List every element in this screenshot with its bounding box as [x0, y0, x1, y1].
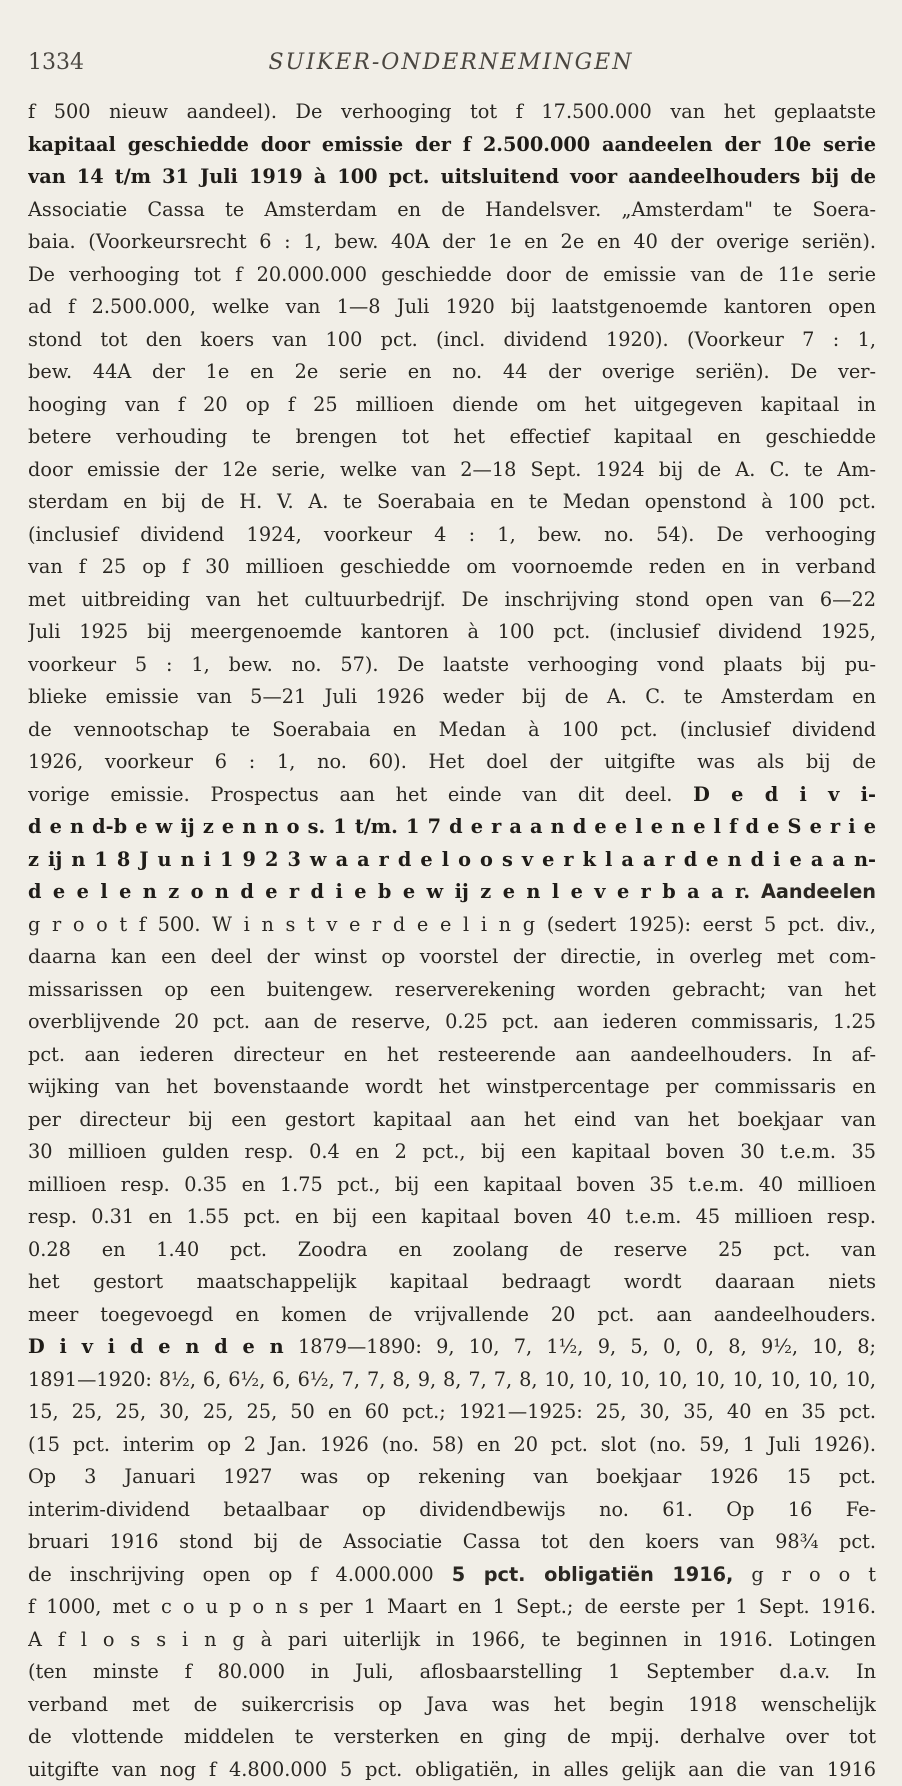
text-line: missarissen op een buitengew. reserverekening worden gebracht; van het: [28, 974, 876, 1007]
text-line: per directeur bij een gestort kapitaal aan het eind van het boekjaar van: [28, 1104, 876, 1137]
text-run: 1879—1890: 9, 10, 7, 1½, 9, 5, 0, 0, 8, 9½, 10, 8;: [298, 1335, 876, 1358]
text-line: z ij n 1 8 J u n i 1 9 2 3 w a a r d e l o o s v e r k l a a r d e n d i e a a n-: [28, 844, 876, 877]
text-line: interim-dividend betaalbaar op dividendbewijs no. 61. Op 16 Fe-: [28, 1494, 876, 1527]
text-line-mixed: [28, 1624, 876, 1657]
text-line: f 500 nieuw aandeel). De verhooging tot f 17.500.000 van het geplaatste: [28, 96, 876, 129]
text-line: blieke emissie van 5—21 Juli 1926 weder bij de A. C. te Amsterdam en: [28, 681, 876, 714]
text-line: 30 millioen gulden resp. 0.4 en 2 pct., bij een kapitaal boven 30 t.e.m. 35: [28, 1136, 876, 1169]
text-line: bew. 44A der 1e en 2e serie en no. 44 der overige seriën). De ver-: [28, 356, 876, 389]
text-line: 15, 25, 25, 30, 25, 25, 50 en 60 pct.; 1921—1925: 25, 30, 35, 40 en 35 pct.: [28, 1396, 876, 1429]
text-line: de vlottende middelen te versterken en ging de mpij. derhalve over tot: [28, 1721, 876, 1754]
section-heading-aandeelen: Aandeelen: [761, 880, 876, 903]
spaced-heading: D e d i v i-: [693, 783, 876, 806]
text-line: De verhooging tot f 20.000.000 geschiedde door de emissie van de 11e serie: [28, 259, 876, 292]
text-line: van 14 t/m 31 Juli 1919 à 100 pct. uitsluitend voor aandeelhouders bij de: [28, 161, 876, 194]
spaced-heading: W i n s t v e r d e e l i n g: [212, 913, 535, 936]
text-line: de vennootschap te Soerabaia en Medan à 100 pct. (inclusief dividend: [28, 714, 876, 747]
text-line: betere verhouding te brengen tot het effectief kapitaal en geschiedde: [28, 421, 876, 454]
text-line-mixed: [28, 1331, 876, 1364]
text-run: de inschrijving open op f 4.000.000: [28, 1563, 434, 1586]
text-line: (15 pct. interim op 2 Jan. 1926 (no. 58) en 20 pct. slot (no. 59, 1 Juli 1926).: [28, 1429, 876, 1462]
spaced-heading: g r o o t: [751, 1563, 876, 1586]
text-line: meer toegevoegd en komen de vrijvallende 20 pct. aan aandeelhouders.: [28, 1299, 876, 1332]
text-line: 1891—1920: 8½, 6, 6½, 6, 6½, 7, 7, 8, 9, 8, 7, 7, 8, 10, 10, 10, 10, 10, 10, 10, 10, 10,: [28, 1364, 876, 1397]
text-line-mixed: [28, 1591, 876, 1624]
text-run: d e e l e n z o n d e r d i e b e w ij z e n l e v e r b a a r.: [28, 880, 750, 903]
text-line-mixed: [28, 876, 876, 909]
text-line: door emissie der 12e serie, welke van 2—18 Sept. 1924 bij de A. C. te Am-: [28, 454, 876, 487]
text-run: f 500.: [139, 913, 201, 936]
text-run: vorige emissie. Prospectus aan het einde van dit deel.: [28, 783, 672, 806]
text-line: 0.28 en 1.40 pct. Zoodra en zoolang de reserve 25 pct. van: [28, 1234, 876, 1267]
body-text: [28, 96, 876, 1786]
text-line: ad f 2.500.000, welke van 1—8 Juli 1920 bij laatstgenoemde kantoren open: [28, 291, 876, 324]
text-run: f 1000, met: [28, 1595, 150, 1618]
running-title: SUIKER-ONDERNEMINGEN: [28, 50, 874, 75]
text-line: 1926, voorkeur 6 : 1, no. 60). Het doel der uitgifte was als bij de: [28, 746, 876, 779]
page-header: [28, 44, 874, 84]
spaced-heading: g r o o t: [28, 913, 127, 936]
text-line: kapitaal geschiedde door emissie der f 2.500.000 aandeelen der 10e serie: [28, 129, 876, 162]
spaced-heading: A f l o s s i n g: [28, 1628, 245, 1651]
text-line-mixed: [28, 779, 876, 812]
text-line: sterdam en bij de H. V. A. te Soerabaia en te Medan openstond à 100 pct.: [28, 486, 876, 519]
page-number: 1334: [28, 50, 84, 75]
text-run: (sedert 1925): eerst 5 pct. div.,: [547, 913, 876, 936]
text-line: daarna kan een deel der winst op voorstel der directie, in overleg met com-: [28, 941, 876, 974]
text-run: à pari uiterlijk in 1966, te beginnen in 1916. Lotingen: [261, 1628, 876, 1651]
text-line: Juli 1925 bij meergenoemde kantoren à 100 pct. (inclusief dividend 1925,: [28, 616, 876, 649]
text-line: resp. 0.31 en 1.55 pct. en bij een kapitaal boven 40 t.e.m. 45 millioen resp.: [28, 1201, 876, 1234]
text-line: stond tot den koers van 100 pct. (incl. dividend 1920). (Voorkeur 7 : 1,: [28, 324, 876, 357]
text-line: van f 25 op f 30 millioen geschiedde om voornoemde reden en in verband: [28, 551, 876, 584]
text-line: Associatie Cassa te Amsterdam en de Handelsver. „Amsterdam" te Soera-: [28, 194, 876, 227]
text-line: baia. (Voorkeursrecht 6 : 1, bew. 40A der 1e en 2e en 40 der overige seriën).: [28, 226, 876, 259]
text-line: overblijvende 20 pct. aan de reserve, 0.25 pct. aan iederen commissaris, 1.25: [28, 1006, 876, 1039]
text-line: met uitbreiding van het cultuurbedrijf. De inschrijving stond open van 6—22: [28, 584, 876, 617]
text-line-mixed: [28, 909, 876, 942]
text-line: voorkeur 5 : 1, bew. no. 57). De laatste verhooging vond plaats bij pu-: [28, 649, 876, 682]
text-line: het gestort maatschappelijk kapitaal bedraagt wordt daaraan niets: [28, 1266, 876, 1299]
spaced-heading: c o u p o n s: [161, 1595, 309, 1618]
spaced-heading: D i v i d e n d e n: [28, 1335, 284, 1358]
text-line: wijking van het bovenstaande wordt het winstpercentage per commissaris en: [28, 1071, 876, 1104]
text-line: hooging van f 20 op f 25 millioen diende om het uitgegeven kapitaal in: [28, 389, 876, 422]
text-line: Op 3 Januari 1927 was op rekening van boekjaar 1926 15 pct.: [28, 1461, 876, 1494]
text-line: bruari 1916 stond bij de Associatie Cassa tot den koers van 98¾ pct.: [28, 1526, 876, 1559]
section-heading-obligaties: 5 pct. obligatiën 1916,: [452, 1563, 734, 1586]
text-line-mixed: [28, 1559, 876, 1592]
text-line: d e n d-b e w ij z e n n o s. 1 t/m. 1 7 d e r a a n d e e l e n e l f d e S e r i e: [28, 811, 876, 844]
text-line: pct. aan iederen directeur en het resteerende aan aandeelhouders. In af-: [28, 1039, 876, 1072]
text-line: (ten minste f 80.000 in Juli, aflosbaarstelling 1 September d.a.v. In: [28, 1656, 876, 1689]
text-run: per 1 Maart en 1 Sept.; de eerste per 1 Sept. 1916.: [320, 1595, 876, 1618]
text-line: (inclusief dividend 1924, voorkeur 4 : 1, bew. no. 54). De verhooging: [28, 519, 876, 552]
text-line: uitgifte van nog f 4.800.000 5 pct. obligatiën, in alles gelijk aan die van 1916: [28, 1754, 876, 1786]
text-line: verband met de suikercrisis op Java was het begin 1918 wenschelijk: [28, 1689, 876, 1722]
text-line: millioen resp. 0.35 en 1.75 pct., bij een kapitaal boven 35 t.e.m. 40 millioen: [28, 1169, 876, 1202]
